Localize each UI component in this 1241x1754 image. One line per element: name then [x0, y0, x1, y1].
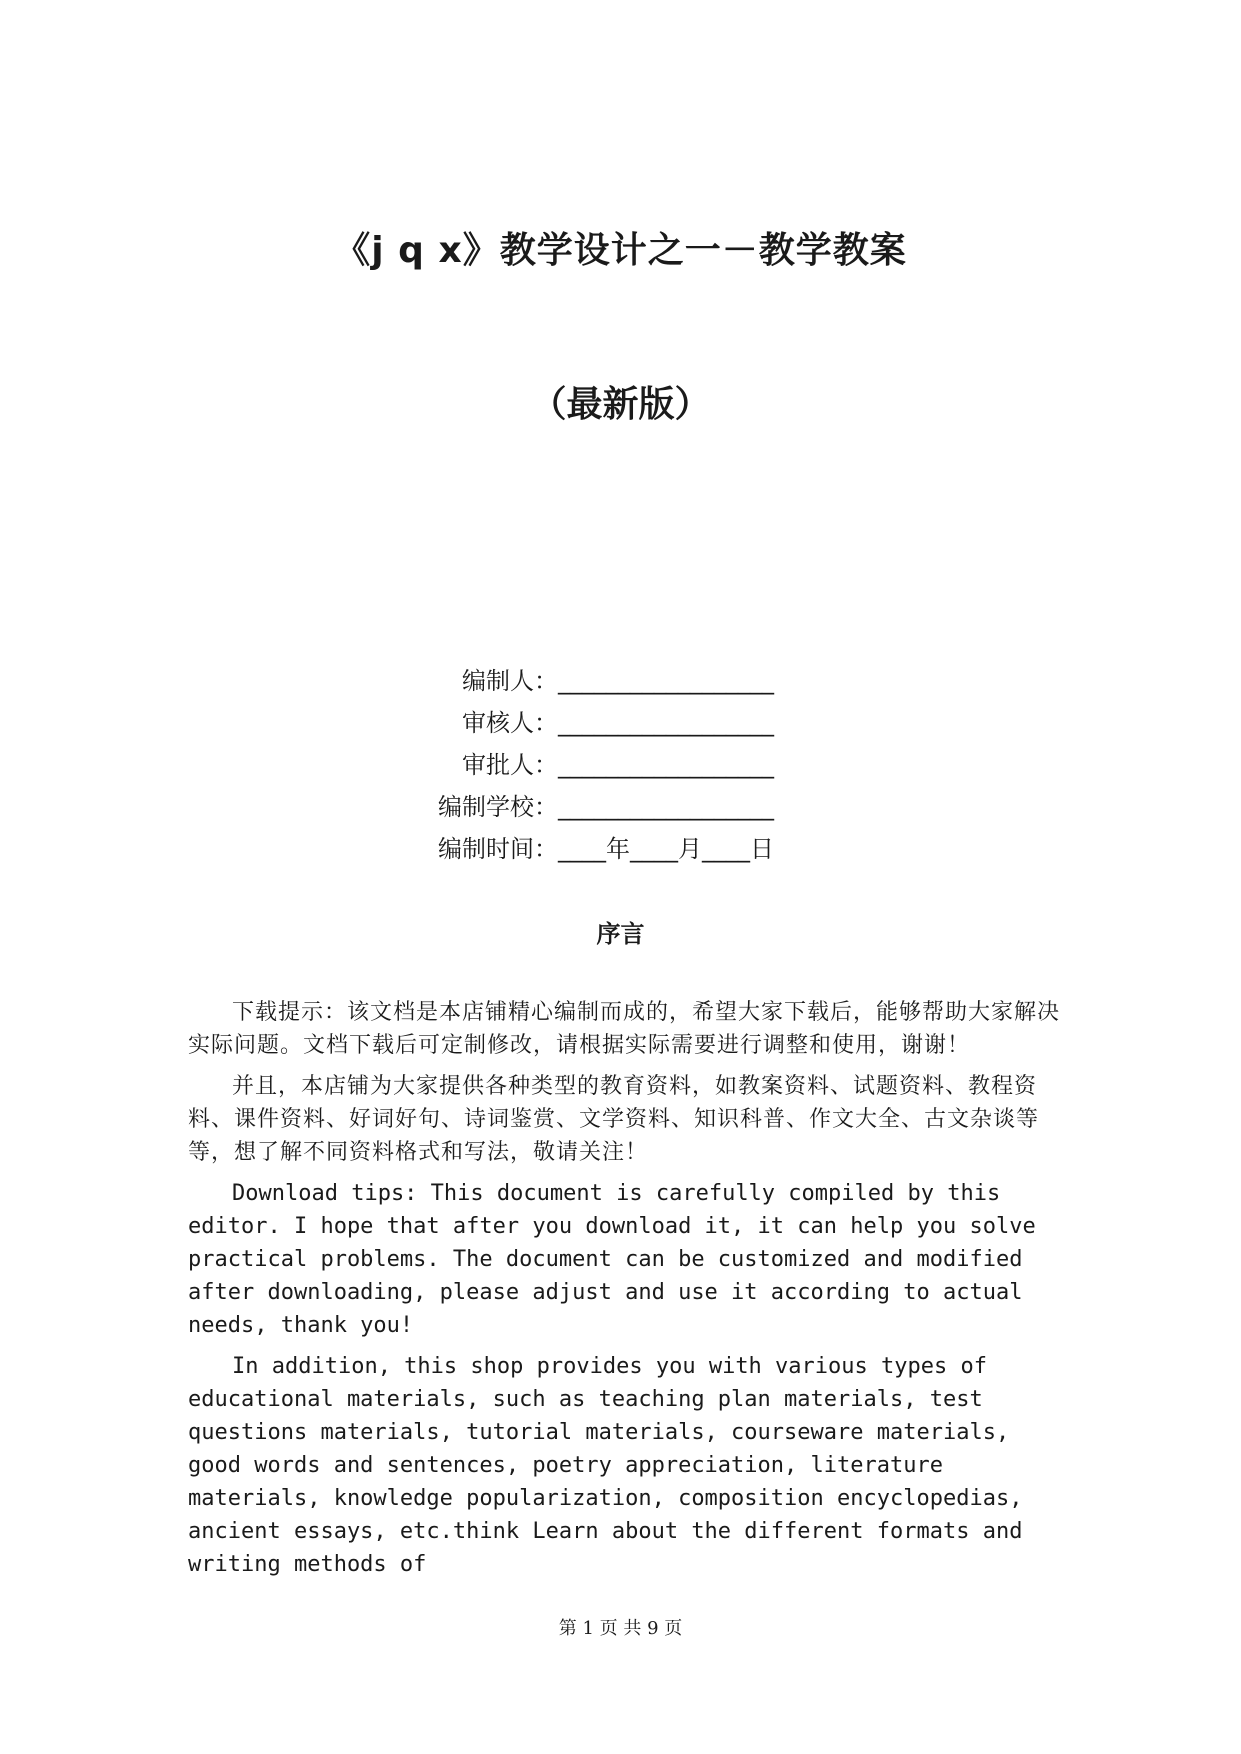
page-footer: 第 1 页 共 9 页 [558, 1618, 683, 1639]
meta-value: ____年____月____日 [558, 835, 774, 863]
meta-row-reviewer [0, 702, 1241, 744]
paragraph: In addition, this shop provides you with various types of educational materials, such as teaching plan materials, test questions materials, tutorial materials, courseware materials, good words and sentences, poetry appreciation, literature materials, knowledge popularization, composition encyclopedias, ancient essays, etc.think Learn about the different formats and writing methods of [188, 1354, 1023, 1577]
meta-row-compiler [0, 660, 1241, 702]
meta-value: __________________ [558, 793, 774, 821]
meta-row-date [0, 828, 1241, 870]
paragraph: 并且，本店铺为大家提供各种类型的教育资料，如教案资料、试题资料、教程资料、课件资料、好词好句、诗词鉴赏、文学资料、知识科普、作文大全、古文杂谈等等，想了解不同资料格式和写法，敬请关注！ [188, 1074, 1040, 1165]
meta-label: 编制学校： [438, 793, 558, 821]
meta-label: 审批人： [462, 751, 558, 779]
meta-label: 审核人： [462, 709, 558, 737]
meta-row-school [0, 786, 1241, 828]
meta-value: __________________ [558, 709, 774, 737]
document-body [188, 996, 1068, 1589]
meta-row-approver [0, 744, 1241, 786]
preface-heading: 序言 [596, 919, 645, 948]
meta-label: 编制时间： [438, 835, 558, 863]
meta-label: 编制人： [462, 667, 558, 695]
document-subtitle: （最新版） [530, 384, 711, 425]
paragraph: 下载提示：该文档是本店铺精心编制而成的，希望大家下载后，能够帮助大家解决实际问题。文档下载后可定制修改，请根据实际需要进行调整和使用，谢谢！ [188, 1000, 1061, 1058]
meta-value: __________________ [558, 751, 774, 779]
document-meta-block [0, 660, 1241, 870]
paragraph: Download tips: This document is carefully compiled by this editor. I hope that after you download it, it can help you solve practical problems. The document can be customized and modified after downloading, please adjust and use it according to actual needs, thank you! [188, 1181, 1036, 1338]
meta-value: __________________ [558, 667, 774, 695]
document-title: 《j q x》教学设计之一－教学教案 [334, 230, 907, 271]
